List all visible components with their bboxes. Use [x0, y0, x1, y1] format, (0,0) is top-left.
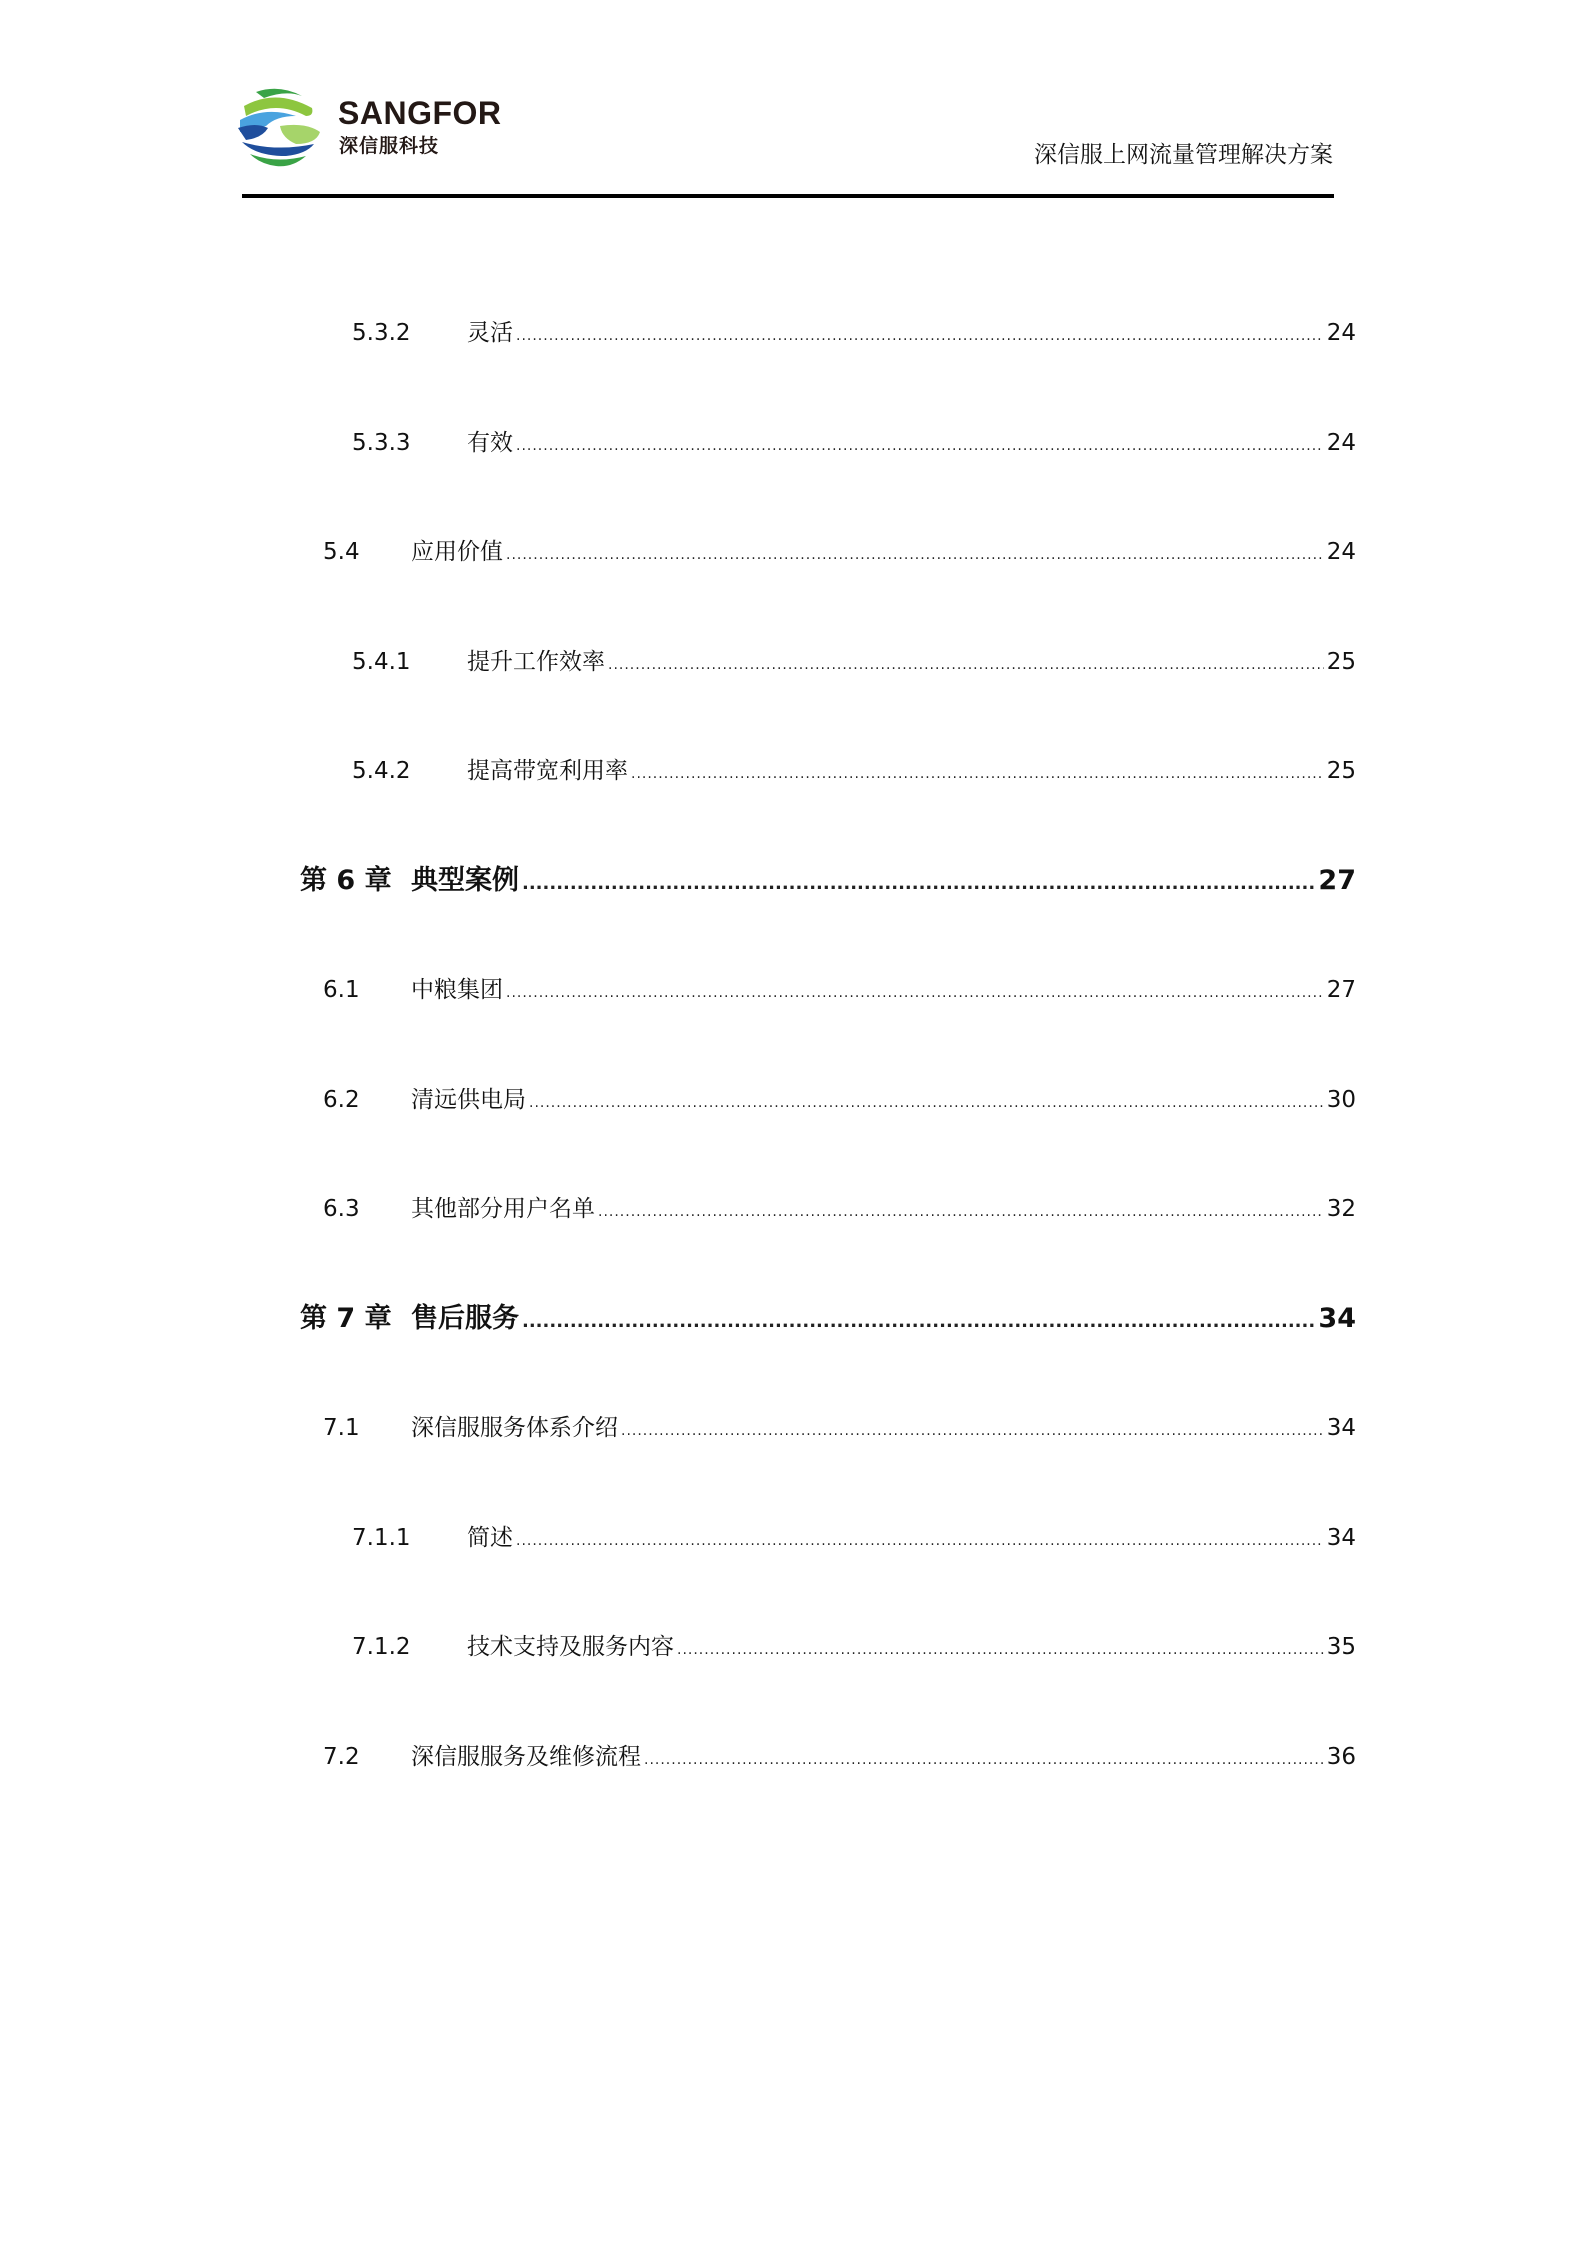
toc-entry-title[interactable]: 其他部分用户名单 — [411, 1196, 595, 1222]
toc-entry-title[interactable]: 深信服服务体系介绍 — [411, 1415, 618, 1441]
toc-entry-title[interactable]: 深信服服务及维修流程 — [411, 1743, 641, 1770]
toc-entry[interactable] — [352, 644, 1356, 680]
toc-entry[interactable] — [300, 863, 1356, 899]
toc-entry-number: 7.1.2 — [352, 1634, 411, 1660]
toc-entry[interactable] — [323, 534, 1356, 570]
toc-leader-dots — [516, 1526, 1324, 1556]
toc-entry-number: 5.3.3 — [352, 429, 411, 456]
toc-entry-page: 34 — [1326, 1524, 1356, 1551]
toc-leader-dots — [631, 759, 1324, 789]
toc-entry[interactable] — [323, 1739, 1356, 1775]
brand-name-cn: 深信服科技 — [339, 135, 440, 157]
toc-entry[interactable] — [300, 1301, 1356, 1337]
toc-entry-page: 27 — [1318, 864, 1356, 896]
toc-entry-title[interactable]: 提高带宽利用率 — [467, 758, 628, 784]
toc-entry-title[interactable]: 有效 — [467, 429, 513, 456]
toc-leader-dots — [506, 540, 1324, 570]
toc-entry[interactable] — [352, 753, 1356, 789]
toc-leader-dots — [516, 431, 1324, 461]
toc-leader-dots — [506, 978, 1324, 1008]
toc-leader-dots — [529, 1088, 1324, 1118]
toc-entry-page: 24 — [1326, 539, 1356, 565]
toc-leader-dots — [644, 1745, 1324, 1775]
toc-entry-number: 7.1 — [323, 1415, 360, 1441]
toc-leader-dots — [522, 1307, 1315, 1337]
toc-entry-page: 34 — [1326, 1415, 1356, 1441]
toc-entry-page: 30 — [1326, 1086, 1356, 1113]
toc-leader-dots — [516, 321, 1324, 351]
toc-entry-number: 7.2 — [323, 1743, 360, 1770]
toc-leader-dots — [522, 869, 1315, 899]
toc-entry-title[interactable]: 售后服务 — [411, 1302, 519, 1334]
toc-leader-dots — [598, 1197, 1324, 1227]
toc-entry-title[interactable]: 典型案例 — [411, 864, 519, 896]
toc-entry-page: 34 — [1318, 1302, 1356, 1334]
toc-entry[interactable] — [352, 1629, 1356, 1665]
toc-entry[interactable] — [323, 972, 1356, 1008]
header-divider — [242, 194, 1334, 198]
toc-entry[interactable] — [323, 1410, 1356, 1446]
toc-entry[interactable] — [352, 1520, 1356, 1556]
toc-entry-title[interactable]: 提升工作效率 — [467, 648, 605, 675]
toc-entry-number: 6.2 — [323, 1086, 360, 1113]
toc-entry-number: 第 7 章 — [300, 1302, 392, 1334]
toc-entry-page: 27 — [1326, 977, 1356, 1003]
toc-entry-number: 6.1 — [323, 977, 360, 1003]
toc-entry[interactable] — [323, 1191, 1356, 1227]
toc-entry-page: 24 — [1326, 429, 1356, 456]
toc-entry-page: 35 — [1326, 1634, 1356, 1660]
document-title: 深信服上网流量管理解决方案 — [1034, 142, 1333, 168]
toc-entry-number: 5.4.2 — [352, 758, 411, 784]
toc-entry-title[interactable]: 简述 — [467, 1524, 513, 1551]
toc-entry-number: 6.3 — [323, 1196, 360, 1222]
toc-entry[interactable] — [352, 315, 1356, 351]
toc-entry-number: 5.4.1 — [352, 648, 411, 675]
toc-leader-dots — [608, 650, 1324, 680]
toc-leader-dots — [621, 1416, 1324, 1446]
toc-entry-page: 25 — [1326, 648, 1356, 675]
toc-entry-title[interactable]: 应用价值 — [411, 539, 503, 565]
toc-leader-dots — [677, 1635, 1324, 1665]
sangfor-logo-icon — [236, 86, 322, 168]
toc-entry-title[interactable]: 技术支持及服务内容 — [467, 1634, 674, 1660]
toc-entry-page: 24 — [1326, 320, 1356, 346]
toc-entry-title[interactable]: 灵活 — [467, 320, 513, 346]
toc-entry-page: 36 — [1326, 1743, 1356, 1770]
toc-entry[interactable] — [352, 425, 1356, 461]
toc-entry-page: 25 — [1326, 758, 1356, 784]
toc-entry[interactable] — [323, 1082, 1356, 1118]
brand-name: SANGFOR — [338, 95, 502, 131]
toc-entry-title[interactable]: 中粮集团 — [411, 977, 503, 1003]
toc-entry-number: 5.4 — [323, 539, 360, 565]
toc-entry-title[interactable]: 清远供电局 — [411, 1086, 526, 1113]
toc-entry-number: 7.1.1 — [352, 1524, 411, 1551]
toc-entry-page: 32 — [1326, 1196, 1356, 1222]
toc-entry-number: 5.3.2 — [352, 320, 411, 346]
toc-entry-number: 第 6 章 — [300, 864, 392, 896]
